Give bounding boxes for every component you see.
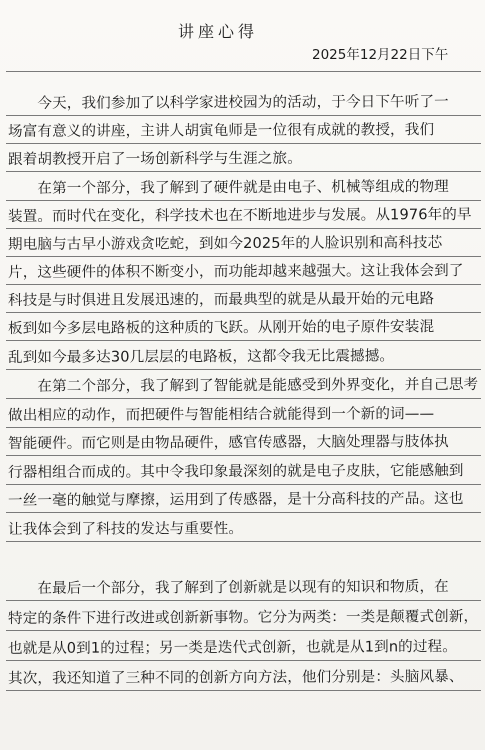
- ruled-line: [6, 369, 481, 370]
- ruled-line: [6, 71, 481, 72]
- text-line: 板到如今多层电路板的这种质的飞跃。从刚开始的电子原件安装混: [7, 318, 435, 337]
- text-line: 其次，我还知道了三种不同的创新方向方法，他们分别是：头脑风暴、: [7, 668, 464, 687]
- ruled-line: [6, 228, 481, 229]
- text-line: 片，这些硬件的体积不断变小，而功能却越来越强大。这让我体会到了: [7, 262, 464, 281]
- ruled-line: [6, 115, 481, 116]
- ruled-line: [6, 398, 481, 399]
- text-line: 乱到如今最多达30几层层的电路板，这都令我无比震撼撼。: [7, 347, 395, 366]
- text-line: 期电脑与古早小游戏贪吃蛇，到如今2025年的人脸识别和高科技芯: [7, 234, 443, 253]
- ruled-line: [6, 256, 481, 257]
- text-line: 特定的条件下进行改进或创新新事物。它分为两类：一类是颠覆式创新，: [7, 607, 479, 627]
- ruled-line: [6, 427, 481, 428]
- text-line: 跟着胡教授开启了一场创新科学与生涯之旅。: [7, 149, 302, 168]
- ruled-line: [6, 455, 481, 456]
- ruled-line: [6, 200, 481, 201]
- ruled-line: [6, 171, 481, 172]
- ruled-line: [6, 630, 481, 631]
- ruled-line: [6, 484, 481, 485]
- text-line: 装置。而时代在变化，科学技术也在不断地进步与发展。从1976年的早: [7, 205, 472, 225]
- ruled-line: [6, 512, 481, 513]
- date-line: 2025年12月22日下午: [312, 47, 449, 63]
- text-line: 在第一个部分，我了解到了硬件就是由电子、机械等组成的物理: [7, 178, 449, 197]
- ruled-line: [6, 600, 481, 601]
- text-line: 智能硬件。而它则是由物品硬件，感官传感器，大脑处理器与肢体执: [7, 433, 449, 452]
- text-line: 在第二个部分，我了解到了智能就是能感受到外界变化，并自己思考: [7, 375, 479, 395]
- text-line: 做出相应的动作，而把硬件与智能相结合就能得到一个新的词——: [7, 405, 435, 424]
- text-line: 科技是与时俱进且发展迅速的，而最典型的就是从最开始的元电路: [7, 290, 435, 309]
- ruled-line: [6, 690, 481, 691]
- ruled-line: [6, 541, 481, 542]
- page-title: 讲座心得: [178, 22, 259, 41]
- ruled-line: [6, 143, 481, 144]
- ruled-line: [6, 340, 481, 341]
- ruled-line: [6, 312, 481, 313]
- text-line: 在最后一个部分，我了解到了创新就是以现有的知识和物质，在: [7, 578, 449, 597]
- text-line: 一丝一毫的触觉与摩擦，运用到了传感器，是十分高科技的产品。这也: [7, 490, 464, 509]
- text-line: 场富有意义的讲座，主讲人胡寅龟师是一位很有成就的教授，我们: [7, 121, 435, 140]
- ruled-line: [6, 284, 481, 285]
- text-line: 今天，我们参加了以科学家进校园为的活动，于今日下午听了一: [7, 93, 449, 112]
- ruled-line: [6, 660, 481, 661]
- text-line: 让我体会到了科技的发达与重要性。: [7, 519, 244, 538]
- text-line: 也就是从0到1的过程；另一类是迭代式创新，也就是从1到n的过程。: [7, 638, 457, 657]
- text-line: 行器相组合而成的。其中令我印象最深刻的就是电子皮肤，它能感触到: [7, 462, 464, 481]
